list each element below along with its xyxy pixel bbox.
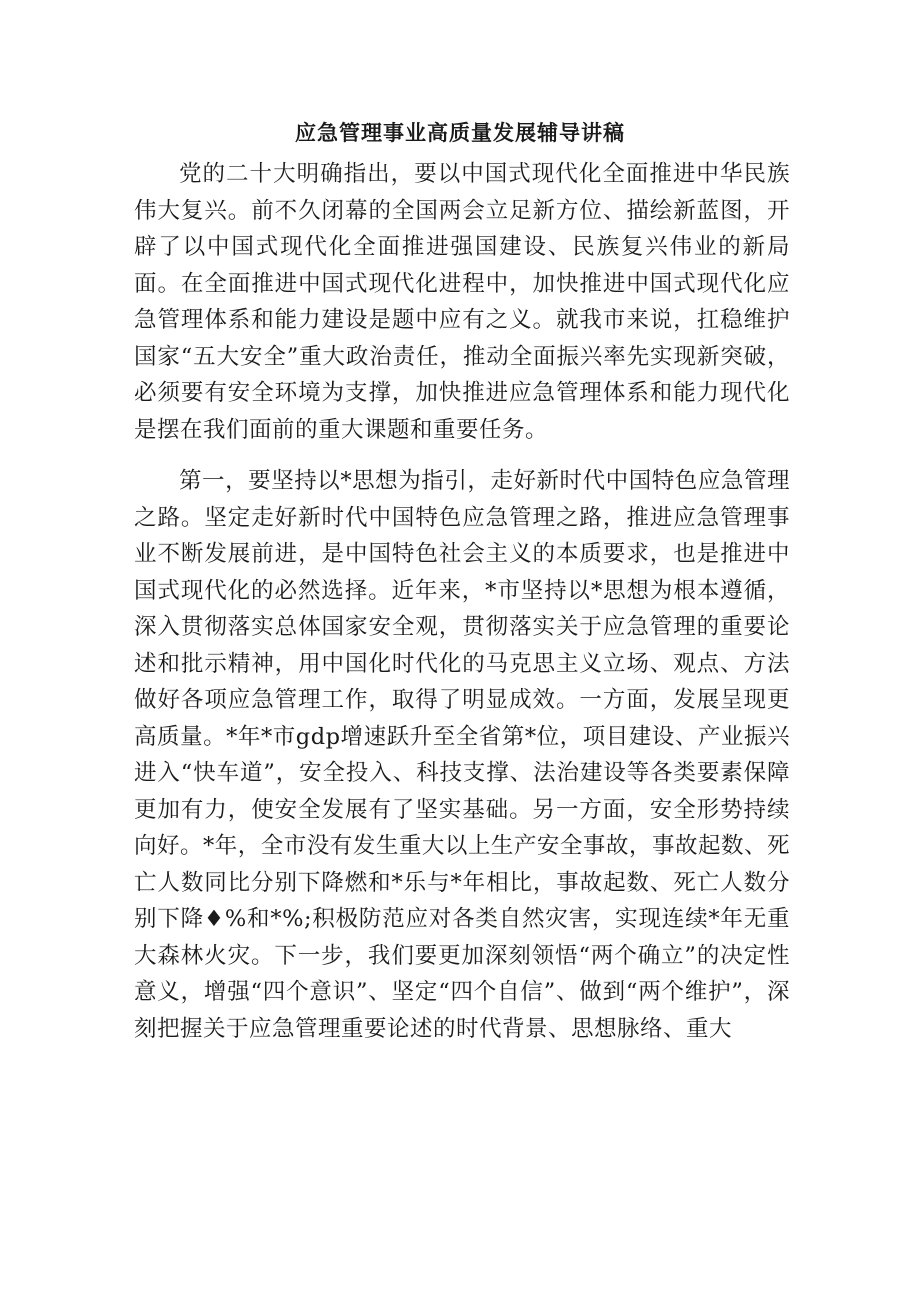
document-body [134, 156, 790, 1047]
document-title: 应急管理事业高质量发展辅导讲稿 [295, 120, 625, 145]
paragraph-intro: 党的二十大明确指出，要以中国式现代化全面推进中华民族伟大复兴。前不久闭幕的全国两会立足新方位、描绘新蓝图，开辟了以中国式现代化全面推进强国建设、民族复兴伟业的新局面。在全面推进中国式现代化进程中，加快推进中国式现代化应急管理体系和能力建设是题中应有之义。就我市来说，扛稳维护国家“五大安全”重大政治责任，推动全面振兴率先实现新突破，必须要有安全环境为支撑，加快推进应急管理体系和能力现代化是摆在我们面前的重大课题和重要任务。 [134, 161, 790, 443]
paragraph-first-point: 第一，要坚持以*思想为指引，走好新时代中国特色应急管理之路。坚定走好新时代中国特色应急管理之路，推进应急管理事业不断发展前进，是中国特色社会主义的本质要求，也是推进中国式现代化的必然选择。近年来，*市坚持以*思想为根本遵循，深入贯彻落实总体国家安全观，贯彻落实关于应急管理的重要论述和批示精神，用中国化时代化的马克思主义立场、观点、方法做好各项应急管理工作，取得了明显成效。一方面，发展呈现更高质量。*年*市gdp增速跃升至全省第*位，项目建设、产业振兴进入“快车道”，安全投入、科技支撑、法治建设等各类要素保障更加有力，使安全发展有了坚实基础。另一方面，安全形势持续向好。*年，全市没有发生重大以上生产安全事故，事故起数、死亡人数同比分别下降燃和*乐与*年相比，事故起数、死亡人数分别下降♦%和*%;积极防范应对各类自然灾害，实现连续*年无重大森林火灾。下一步，我们要更加深刻领悟“两个确立”的决定性意义，增强“四个意识”、坚定“四个自信”、做到“两个维护”，深刻把握关于应急管理重要论述的时代背景、思想脉络、重大 [134, 468, 790, 1042]
